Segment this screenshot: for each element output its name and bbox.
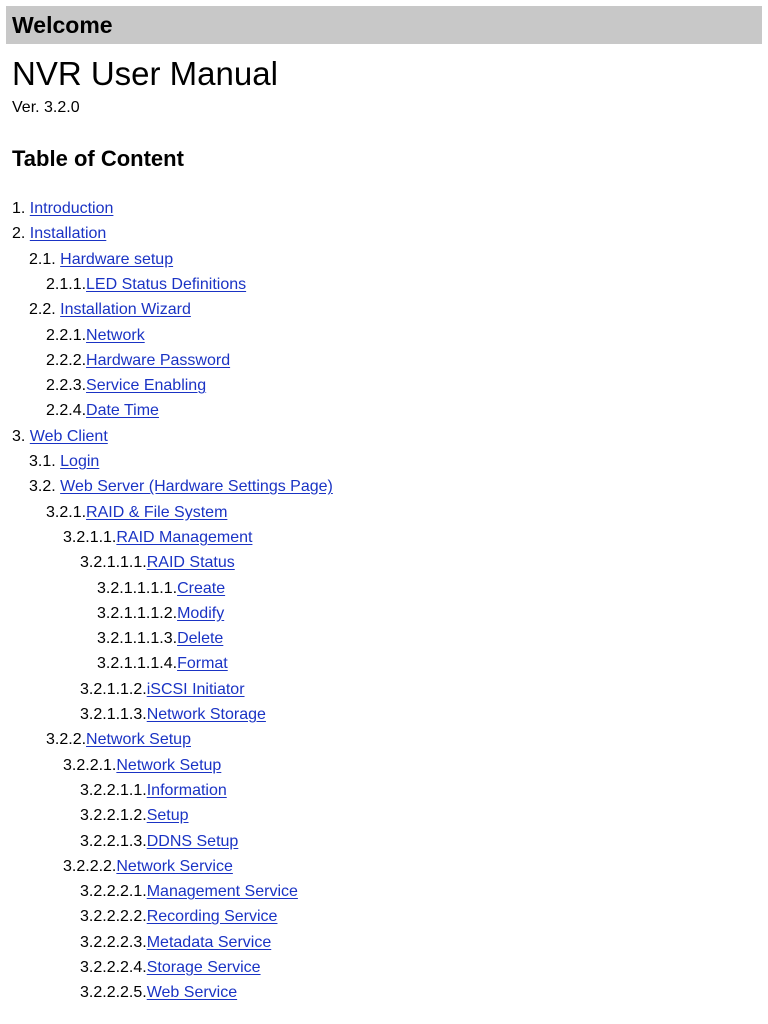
toc-entry-number: 2.2.3. xyxy=(46,377,87,395)
toc-entry-link[interactable]: Login xyxy=(60,453,100,470)
toc-entry xyxy=(80,881,298,903)
toc-entry-link[interactable]: DDNS Setup xyxy=(146,832,239,850)
toc-entry-link[interactable]: LED Status Definitions xyxy=(86,275,247,293)
header-title: Welcome xyxy=(12,12,113,38)
toc-entry-number: 3.2.2.1.1. xyxy=(80,781,147,799)
toc-entry-number: 2.1.1. xyxy=(46,275,87,293)
toc-entry-number: 1. xyxy=(12,200,26,217)
toc-entry-link[interactable]: Web Server (Hardware Settings Page) xyxy=(60,478,333,496)
toc-entry-link[interactable]: Network Setup xyxy=(86,731,191,749)
toc-heading: Table of Content xyxy=(12,146,184,171)
toc-entry-number: 3.2.2.1. xyxy=(63,756,117,774)
toc-entry xyxy=(46,325,145,347)
toc-entry-link[interactable]: Setup xyxy=(146,807,189,825)
toc-entry-number: 3.2.2.2.3. xyxy=(80,933,147,951)
toc-entry xyxy=(63,755,221,777)
toc-entry-link[interactable]: Storage Service xyxy=(146,959,261,976)
toc-entry xyxy=(46,350,230,372)
toc-entry xyxy=(80,982,237,1004)
toc-entry xyxy=(29,451,99,473)
toc-entry-link[interactable]: Introduction xyxy=(29,200,114,217)
toc-entry-number: 2.2. xyxy=(29,301,56,319)
toc-entry-number: 3.2.2.2.1. xyxy=(80,883,147,901)
toc-entry xyxy=(80,679,245,701)
toc-entry xyxy=(63,527,252,549)
toc-entry xyxy=(46,274,246,296)
toc-entry-number: 3.2.2. xyxy=(46,731,87,749)
toc-entry-number: 3.2.2.2.5. xyxy=(80,984,147,1002)
toc-entry-link[interactable]: Information xyxy=(146,781,227,799)
toc-entry xyxy=(97,578,225,600)
toc-entry-link[interactable]: RAID Management xyxy=(116,528,253,546)
toc-entry xyxy=(46,502,227,524)
toc-entry xyxy=(29,249,173,271)
toc-entry-number: 3.2.1.1.1.2. xyxy=(97,604,178,622)
toc-entry-link[interactable]: Web Client xyxy=(29,427,108,445)
toc-entry-number: 3.2.2.2. xyxy=(63,857,117,875)
toc-entry-number: 3.2.1.1.1.3. xyxy=(97,630,178,648)
toc-entry-number: 2.1. xyxy=(29,250,56,268)
toc-entry xyxy=(29,299,191,321)
toc-entry-link[interactable]: Network Setup xyxy=(116,756,222,774)
toc-entry-number: 3.1. xyxy=(29,453,56,470)
toc-entry-number: 3.2.2.1.2. xyxy=(80,807,147,825)
toc-entry-number: 2. xyxy=(12,225,26,243)
toc-entry-number: 3.2.2.1.3. xyxy=(80,832,147,850)
toc-entry-link[interactable]: Service Enabling xyxy=(86,377,207,395)
toc-entry-link[interactable]: Create xyxy=(177,579,226,597)
toc-entry-number: 3.2.2.2.2. xyxy=(80,908,147,926)
toc-entry xyxy=(80,932,271,954)
toc-entry xyxy=(80,704,266,726)
toc-entry xyxy=(46,400,159,422)
toc-entry-number: 3.2.1.1.1.4. xyxy=(97,655,178,673)
toc-entry xyxy=(63,856,233,878)
toc-entry-number: 2.2.1. xyxy=(46,326,87,344)
toc-entry-link[interactable]: Network Storage xyxy=(146,706,266,723)
toc-entry-link[interactable]: Network Service xyxy=(116,857,233,875)
toc-entry xyxy=(80,906,277,928)
toc-entry xyxy=(46,375,206,397)
toc-entry-link[interactable]: Format xyxy=(177,655,228,673)
toc-entry xyxy=(97,653,228,675)
toc-entry-link[interactable]: iSCSI Initiator xyxy=(146,680,245,698)
toc-entry xyxy=(12,198,113,220)
toc-entry xyxy=(80,552,235,574)
toc-entry-link[interactable]: Modify xyxy=(177,604,225,622)
toc-entry xyxy=(46,729,191,751)
toc-entry-link[interactable]: Installation Wizard xyxy=(60,301,191,319)
document-title: NVR User Manual xyxy=(12,55,278,92)
toc-entry xyxy=(80,805,189,827)
toc-entry xyxy=(80,780,227,802)
toc-entry-link[interactable]: Metadata Service xyxy=(146,933,272,951)
toc-entry xyxy=(97,628,223,650)
toc-entry-link[interactable]: Management Service xyxy=(146,883,298,901)
toc-entry-link[interactable]: Network xyxy=(86,326,145,344)
toc-entry xyxy=(80,831,238,853)
toc-entry-number: 3.2.1.1.1.1. xyxy=(97,579,178,597)
toc-entry-link[interactable]: Installation xyxy=(29,225,107,243)
toc-entry-number: 2.2.4. xyxy=(46,402,87,420)
toc-entry xyxy=(80,957,261,979)
toc-entry-number: 3.2. xyxy=(29,478,56,496)
toc-entry-link[interactable]: Web Service xyxy=(146,984,238,1002)
toc-entry xyxy=(12,223,106,245)
toc-entry-number: 3.2.1.1. xyxy=(63,528,117,546)
toc-entry-link[interactable]: RAID Status xyxy=(146,554,235,572)
toc-entry-number: 3.2.1.1.2. xyxy=(80,680,147,698)
toc-entry-link[interactable]: Date Time xyxy=(86,402,159,420)
toc-entry-number: 3.2.1.1.3. xyxy=(80,706,147,723)
toc-entry xyxy=(12,426,108,448)
toc-entry xyxy=(97,603,224,625)
toc-entry xyxy=(29,476,333,498)
toc-entry-number: 3.2.2.2.4. xyxy=(80,959,147,976)
toc-entry-number: 3.2.1.1.1. xyxy=(80,554,147,572)
toc-entry-number: 2.2.2. xyxy=(46,351,87,369)
toc-entry-link[interactable]: Hardware Password xyxy=(86,351,231,369)
document-version: Ver. 3.2.0 xyxy=(12,99,80,116)
toc-entry-number: 3. xyxy=(12,427,26,445)
welcome-header-bar xyxy=(6,6,762,44)
toc-entry-link[interactable]: Recording Service xyxy=(146,908,278,926)
toc-entry-number: 3.2.1. xyxy=(46,503,87,521)
toc-entry-link[interactable]: Delete xyxy=(177,630,224,648)
toc-entry-link[interactable]: Hardware setup xyxy=(60,250,174,268)
toc-entry-link[interactable]: RAID & File System xyxy=(86,503,228,521)
